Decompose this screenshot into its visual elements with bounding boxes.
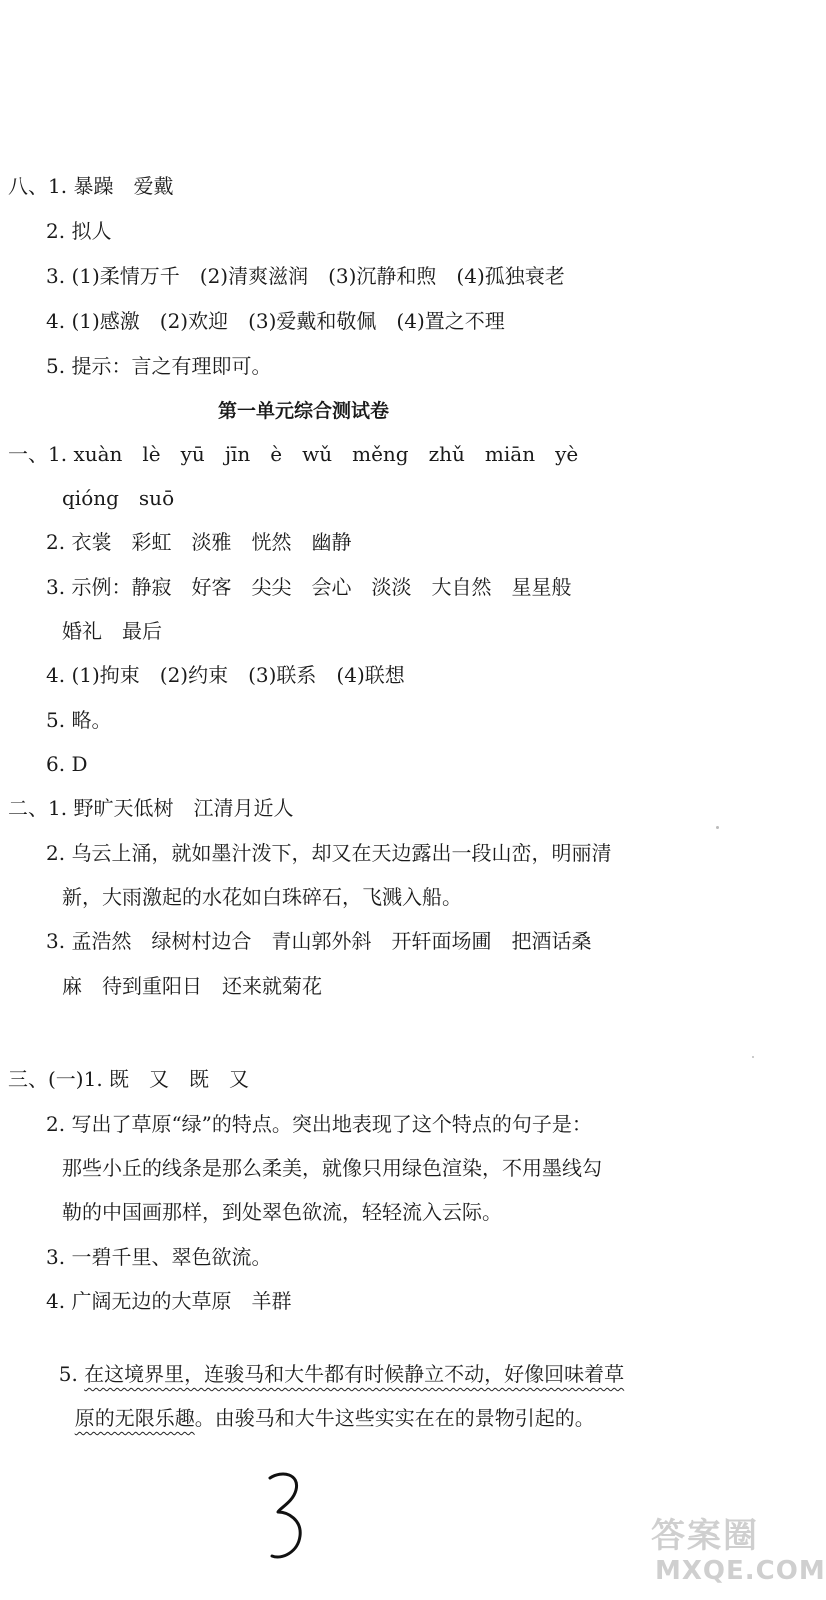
answer-line: 6. D bbox=[46, 752, 88, 776]
answer-line: 2. 写出了草原“绿”的特点。突出地表现了这个特点的句子是： bbox=[46, 1112, 592, 1136]
answer-line: 三、(一)1. 既 又 既 又 bbox=[8, 1067, 250, 1091]
answer-line: 4. (1)拘束 (2)约束 (3)联系 (4)联想 bbox=[46, 663, 405, 687]
answer-line: 3. (1)柔情万千 (2)清爽滋润 (3)沉静和煦 (4)孤独衰老 bbox=[46, 264, 565, 288]
answer-line: 那些小丘的线条是那么柔美，就像只用绿色渲染，不用墨线勾 bbox=[62, 1156, 602, 1180]
answer-line: 3. 一碧千里、翠色欲流。 bbox=[46, 1245, 272, 1269]
answer-line: 5. 略。 bbox=[46, 708, 112, 732]
answer-line: 麻 待到重阳日 还来就菊花 bbox=[62, 974, 322, 998]
answer-line: 2. 乌云上涌，就如墨汁泼下，却又在天边露出一段山峦，明丽清 bbox=[46, 841, 612, 865]
underlined-sentence: 原的无限乐趣 bbox=[74, 1406, 195, 1430]
answer-line: 3. 孟浩然 绿树村边合 青山郭外斜 开轩面场圃 把酒话桑 bbox=[46, 929, 592, 953]
answer-line: 婚礼 最后 bbox=[62, 619, 162, 643]
section-title: 第一单元综合测试卷 bbox=[218, 400, 390, 422]
answer-text: 。由骏马和大牛这些实实在在的景物引起的。 bbox=[194, 1406, 595, 1430]
answer-line: qióng suō bbox=[62, 486, 175, 510]
answer-line bbox=[62, 1376, 595, 1432]
answer-line: 2. 衣裳 彩虹 淡雅 恍然 幽静 bbox=[46, 530, 352, 554]
answer-line: 新，大雨激起的水花如白珠碎石，飞溅入船。 bbox=[62, 885, 462, 909]
answer-line: 3. 示例：静寂 好客 尖尖 会心 淡淡 大自然 星星般 bbox=[46, 575, 572, 599]
watermark-logo: 答案圈 MXQE.COM bbox=[651, 1516, 826, 1586]
answer-line: 一、1. xuàn lè yū jīn è wǔ měng zhǔ miān yè bbox=[8, 442, 579, 466]
answer-line: 2. 拟人 bbox=[46, 219, 112, 243]
answer-line: 二、1. 野旷天低树 江清月近人 bbox=[8, 796, 294, 820]
answer-line: 4. 广阔无边的大草原 羊群 bbox=[46, 1289, 292, 1313]
scan-speck bbox=[752, 1056, 754, 1058]
answer-line: 勒的中国画那样，到处翠色欲流，轻轻流入云际。 bbox=[62, 1200, 502, 1224]
answer-line: 4. (1)感激 (2)欢迎 (3)爱戴和敬佩 (4)置之不理 bbox=[46, 309, 505, 333]
scan-speck bbox=[716, 826, 719, 829]
item-number: 5. bbox=[58, 1362, 85, 1386]
handwritten-page-number bbox=[262, 1468, 312, 1568]
underlined-sentence: 在这境界里，连骏马和大牛都有时候静立不动，好像回味着草 bbox=[84, 1362, 625, 1386]
answer-line: 5. 提示：言之有理即可。 bbox=[46, 354, 272, 378]
answer-line: 八、1. 暴躁 爱戴 bbox=[8, 174, 174, 198]
